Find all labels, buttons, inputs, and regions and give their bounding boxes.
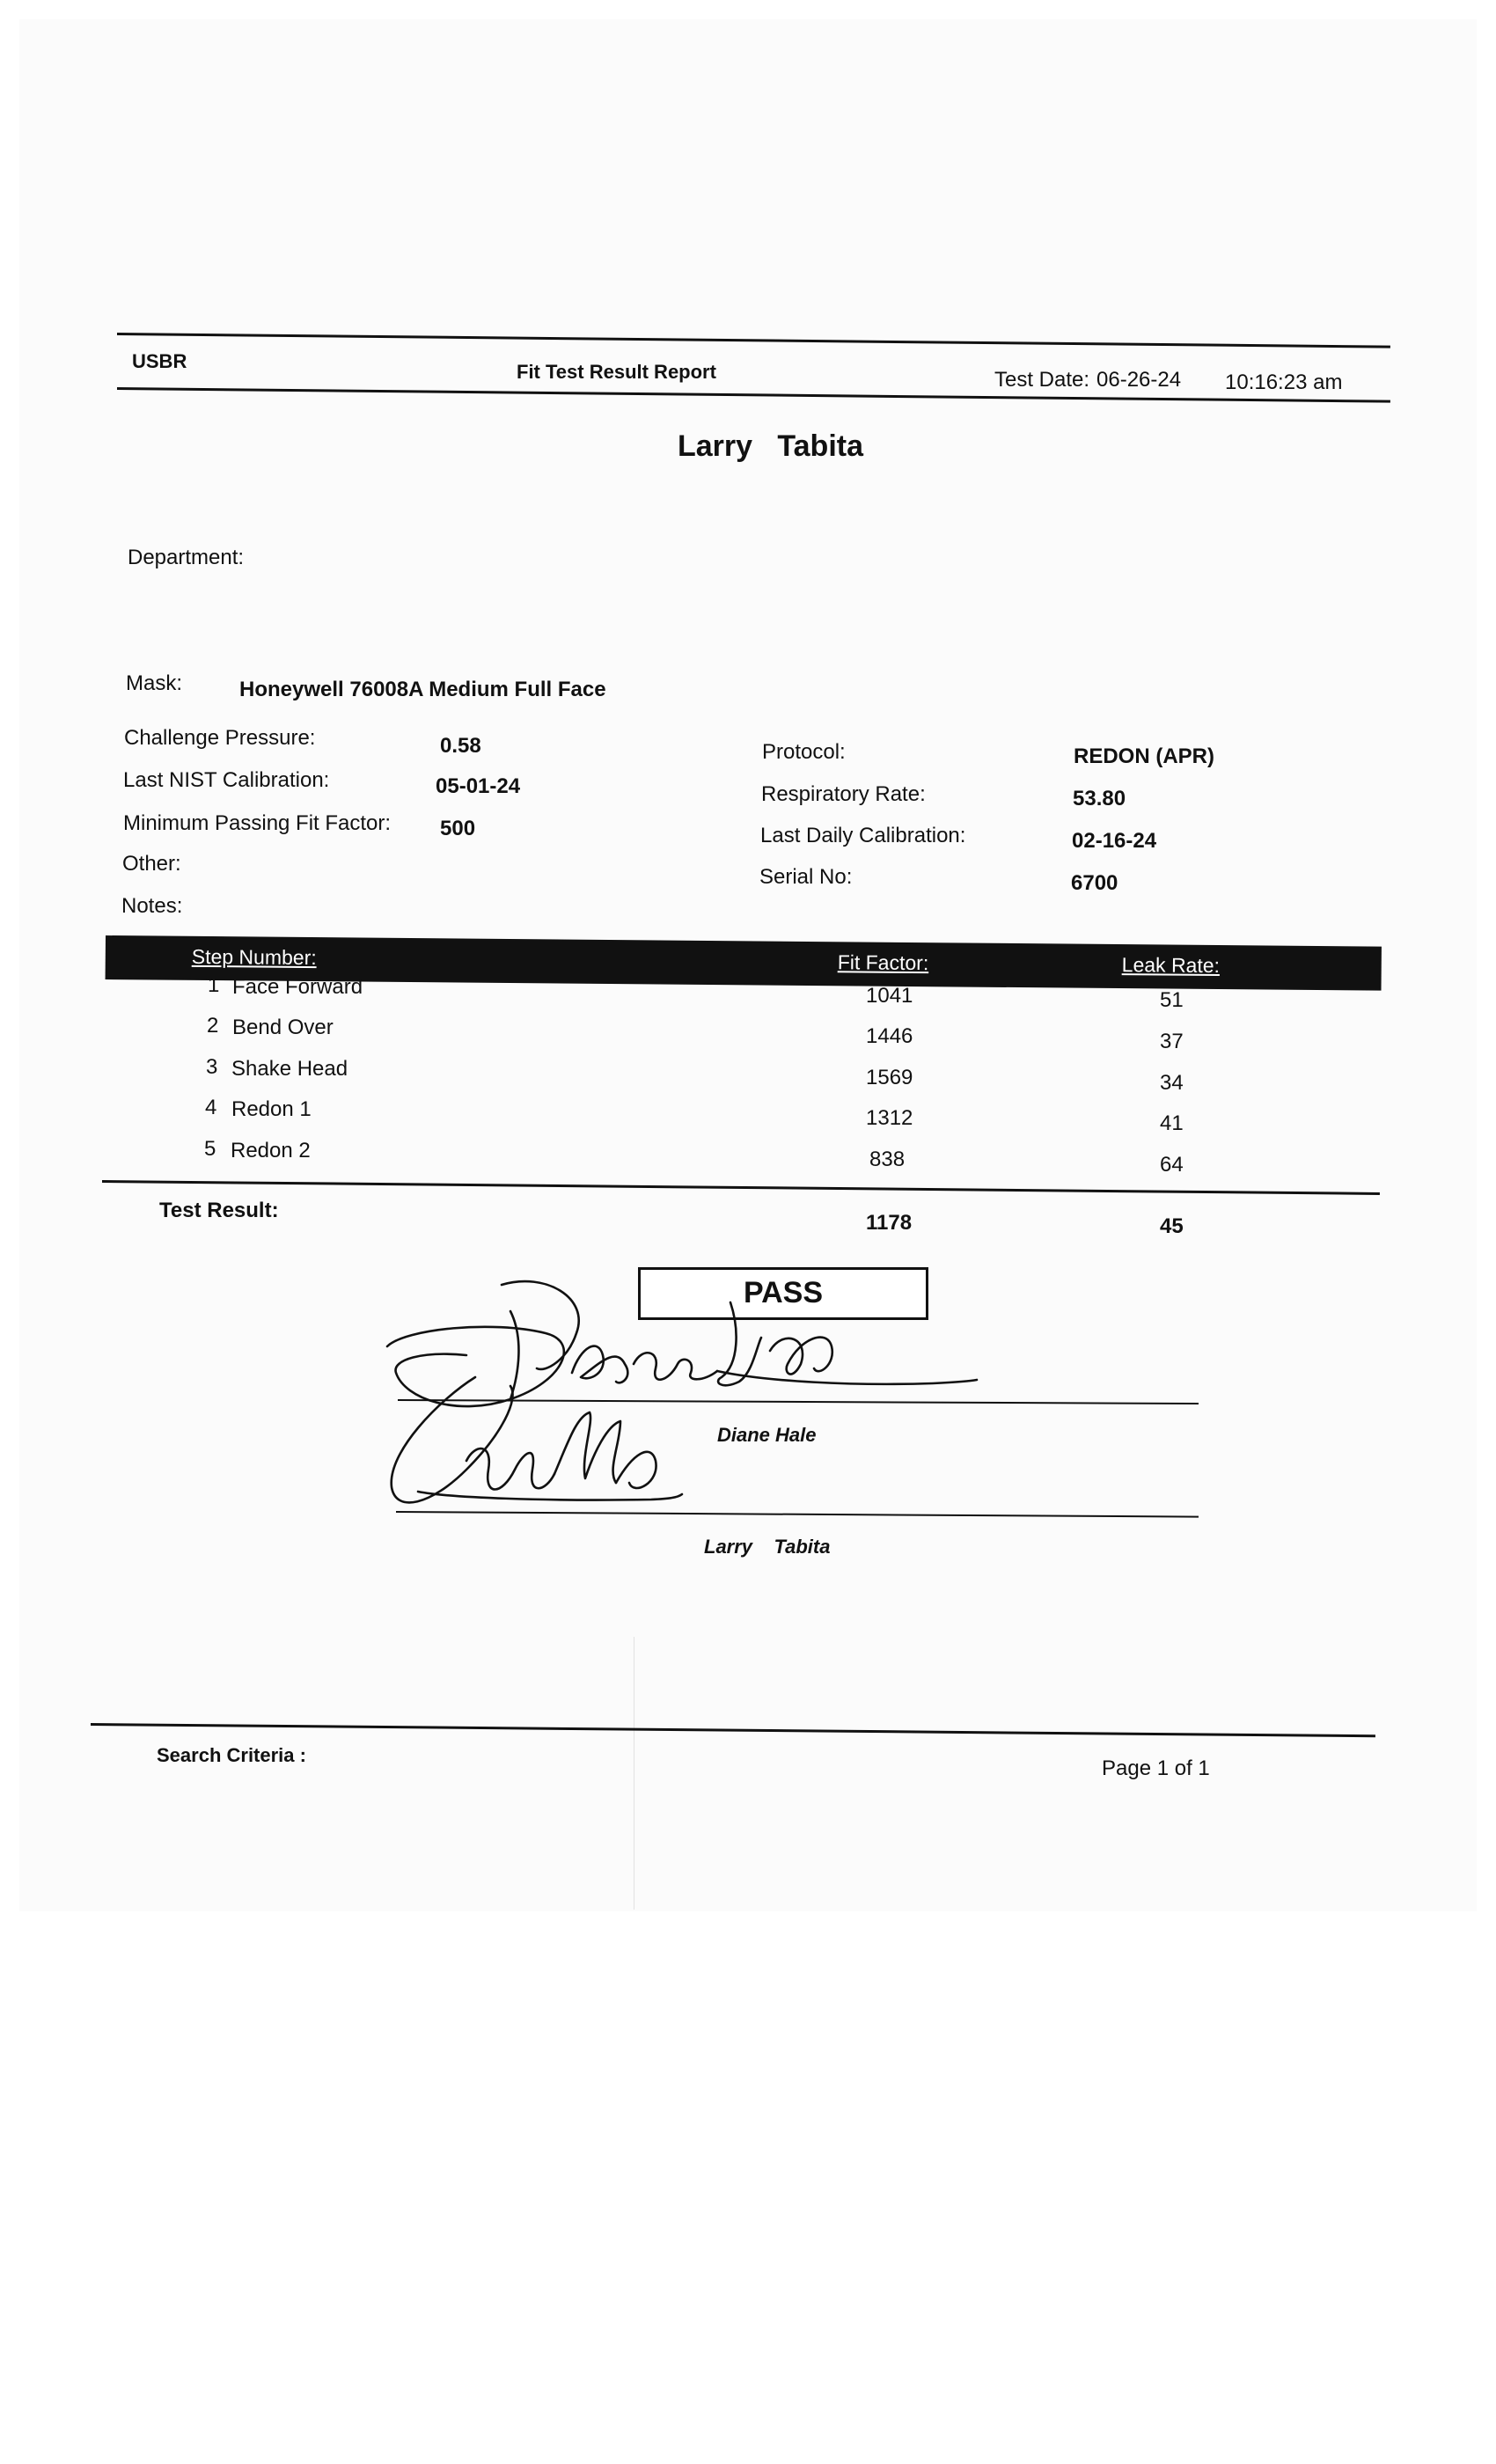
nist-calibration-value: 05-01-24 [436, 774, 521, 798]
pass-status-box: PASS [638, 1267, 928, 1320]
subject-name [678, 429, 863, 464]
step-number: 1 [208, 973, 220, 997]
challenge-pressure-label: Challenge Pressure: [124, 726, 316, 750]
step-name: Redon 1 [231, 1097, 312, 1121]
signer-2-first-name: Larry [704, 1536, 753, 1558]
header-test-date: 06-26-24 [1096, 368, 1182, 392]
department-label: Department: [128, 546, 245, 569]
daily-calibration-label: Last Daily Calibration: [760, 824, 966, 847]
serial-no-label: Serial No: [759, 865, 853, 889]
fit-factor-cell: 1569 [866, 1066, 913, 1089]
leak-rate-cell: 64 [1160, 1153, 1184, 1177]
step-name: Bend Over [232, 1016, 334, 1039]
fit-factor-cell: 1041 [866, 984, 913, 1008]
min-fit-factor-value: 500 [440, 817, 476, 840]
test-result-leak-rate: 45 [1160, 1214, 1184, 1238]
step-name: Redon 2 [231, 1139, 311, 1162]
signer-2-last-name: Tabita [774, 1536, 831, 1558]
leak-rate-cell: 37 [1160, 1030, 1184, 1053]
fit-factor-cell: 1312 [866, 1106, 913, 1130]
signer-1-name: Diane Hale [717, 1424, 817, 1446]
col-header-leak-rate: Leak Rate: [1121, 953, 1221, 978]
table-row [0, 1055, 1496, 1095]
protocol-label: Protocol: [762, 740, 846, 764]
step-number: 3 [206, 1055, 218, 1079]
min-fit-factor-label: Minimum Passing Fit Factor: [123, 811, 392, 835]
notes-label: Notes: [121, 894, 183, 918]
fit-factor-cell: 838 [869, 1148, 906, 1171]
mask-value: Honeywell 76008A Medium Full Face [239, 678, 606, 701]
leak-rate-cell: 41 [1160, 1111, 1184, 1135]
test-result-label: Test Result: [159, 1199, 279, 1222]
serial-no-value: 6700 [1071, 871, 1118, 895]
daily-calibration-value: 02-16-24 [1072, 829, 1157, 853]
challenge-pressure-value: 0.58 [440, 734, 481, 758]
page-number: Page 1 of 1 [1102, 1756, 1210, 1780]
table-row [0, 973, 1496, 1012]
step-number: 5 [204, 1137, 216, 1161]
subject-first-name: Larry [678, 429, 753, 463]
protocol-value: REDON (APR) [1074, 744, 1214, 768]
step-number: 2 [207, 1014, 219, 1038]
respiratory-rate-value: 53.80 [1073, 787, 1126, 810]
search-criteria-label: Search Criteria : [157, 1744, 306, 1766]
respiratory-rate-label: Respiratory Rate: [761, 782, 926, 806]
nist-calibration-label: Last NIST Calibration: [123, 768, 330, 792]
other-label: Other: [122, 852, 181, 876]
table-row [0, 1096, 1496, 1135]
step-name: Shake Head [231, 1057, 348, 1081]
subject-last-name: Tabita [777, 429, 864, 463]
header-org: USBR [132, 350, 187, 372]
handwritten-signatures [370, 1267, 1074, 1566]
signer-2-name [704, 1536, 830, 1558]
header-test-time: 10:16:23 am [1225, 370, 1343, 394]
col-header-step: Step Number: [191, 944, 317, 970]
table-row [0, 1014, 1496, 1053]
leak-rate-cell: 51 [1160, 988, 1184, 1012]
col-header-fit-factor: Fit Factor: [837, 950, 929, 975]
header-test-date-label: Test Date: [994, 368, 1090, 392]
table-row [0, 1137, 1496, 1177]
step-number: 4 [205, 1096, 217, 1119]
mask-label: Mask: [126, 671, 183, 695]
test-result-fit-factor: 1178 [866, 1211, 913, 1235]
leak-rate-cell: 34 [1160, 1071, 1184, 1095]
header-report-title: Fit Test Result Report [517, 361, 716, 383]
fit-factor-cell: 1446 [866, 1024, 913, 1048]
step-name: Face Forward [232, 975, 363, 999]
